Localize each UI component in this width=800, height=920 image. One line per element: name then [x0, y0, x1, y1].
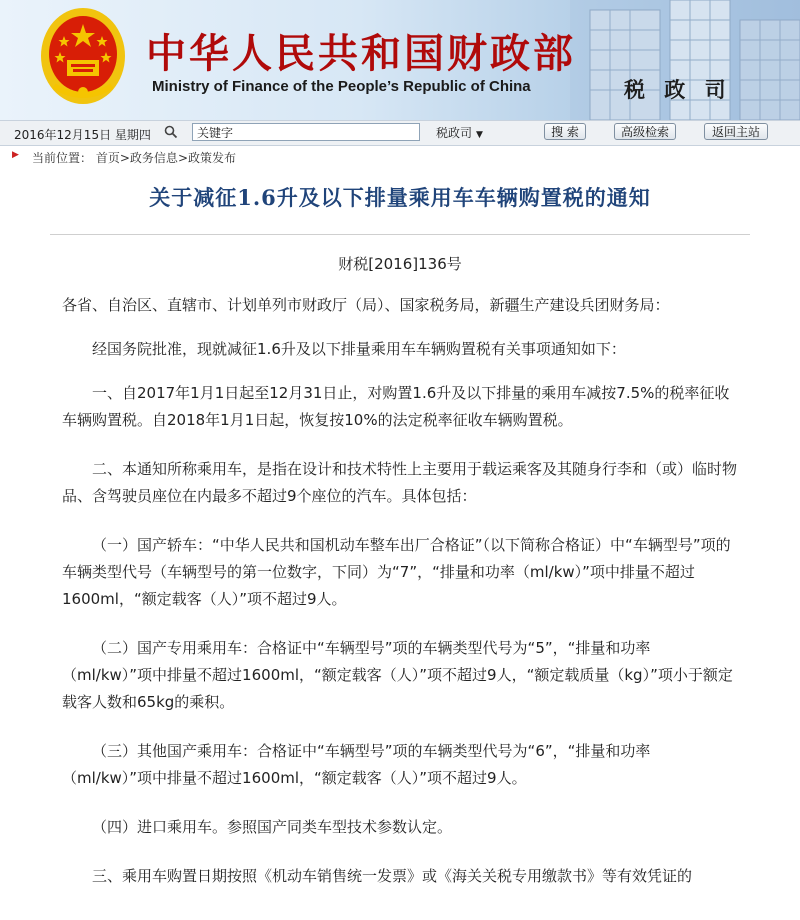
search-button[interactable]: 搜 索: [544, 123, 586, 140]
scope-select[interactable]: [436, 124, 483, 141]
current-date: 2016年12月15日 星期四: [14, 128, 151, 142]
breadcrumb-arrow-icon: ▶: [12, 150, 19, 160]
document-number: 财税[2016]136号: [338, 255, 462, 273]
back-to-main-site-button[interactable]: 返回主站: [704, 123, 768, 140]
article-paragraph: 三、乘用车购置日期按照《机动车销售统一发票》或《海关关税专用缴款书》等有效凭证的: [92, 867, 693, 885]
search-toolbar: [0, 120, 800, 146]
breadcrumb-prefix: 当前位置：: [32, 151, 93, 165]
advanced-search-button[interactable]: 高级检索: [614, 123, 676, 140]
national-emblem-icon: [40, 6, 126, 106]
article-body: [0, 292, 800, 890]
site-subtitle-english: Ministry of Finance of the People’s Republic of China: [152, 78, 531, 95]
title-divider: [50, 234, 750, 235]
article-paragraph: （四）进口乘用车。参照国产同类车型技术参数认定。: [92, 818, 453, 836]
breadcrumb-separator: >: [177, 151, 188, 165]
search-input[interactable]: [192, 123, 420, 141]
article-paragraph: 一、自2017年1月1日起至12月31日止，对购置1.6升及以下排量的乘用车减按7.5%的税率征收车辆购置税。自2018年1月1日起，恢复按10%的法定税率征收车辆购置税。: [62, 384, 730, 429]
site-header-banner: [0, 0, 800, 120]
article-paragraph: （一）国产轿车：“中华人民共和国机动车整车出厂合格证”（以下简称合格证）中“车辆型号”项的车辆类型代号（车辆型号的第一位数字，下同）为“7”，“排量和功率（ml/kw）”项中排量不超过1600ml，“额定载客（人）”项不超过9人。: [62, 536, 731, 608]
breadcrumb-policy-link[interactable]: 政策发布: [188, 151, 237, 165]
site-title: 中华人民共和国财政部: [146, 30, 576, 77]
article-paragraph: 经国务院批准，现就减征1.6升及以下排量乘用车车辆购置税有关事项通知如下：: [92, 340, 626, 358]
chevron-down-icon: ▼: [476, 130, 483, 140]
breadcrumb-home-link[interactable]: 首页: [95, 151, 120, 165]
addressee-paragraph: 各省、自治区、直辖市、计划单列市财政厅（局）、国家税务局，新疆生产建设兵团财务局：: [62, 296, 670, 314]
search-icon: [164, 125, 178, 139]
article-paragraph: （二）国产专用乘用车：合格证中“车辆型号”项的车辆类型代号为“5”，“排量和功率（ml/kw）”项中排量不超过1600ml，“额定载客（人）”项不超过9人，“额定载质量（kg）”项小于额定载客人数和65kg的乘积。: [62, 639, 733, 711]
breadcrumb-separator: >: [119, 151, 130, 165]
article-paragraph: 二、本通知所称乘用车，是指在设计和技术特性上主要用于载运乘客及其随身行李和（或）临时物品、含驾驶员座位在内最多不超过9个座位的汽车。具体包括：: [62, 460, 738, 505]
scope-select-value: 税政司: [436, 126, 473, 140]
breadcrumb: [0, 146, 800, 164]
article-title: 关于减征1.6升及以下排量乘用车车辆购置税的通知: [149, 185, 651, 210]
article-paragraph: （三）其他国产乘用车：合格证中“车辆型号”项的车辆类型代号为“6”，“排量和功率（ml/kw）”项中排量不超过1600ml，“额定载客（人）”项不超过9人。: [62, 742, 651, 787]
breadcrumb-gov-info-link[interactable]: 政务信息: [129, 151, 178, 165]
department-label: 税 政 司: [624, 77, 732, 102]
